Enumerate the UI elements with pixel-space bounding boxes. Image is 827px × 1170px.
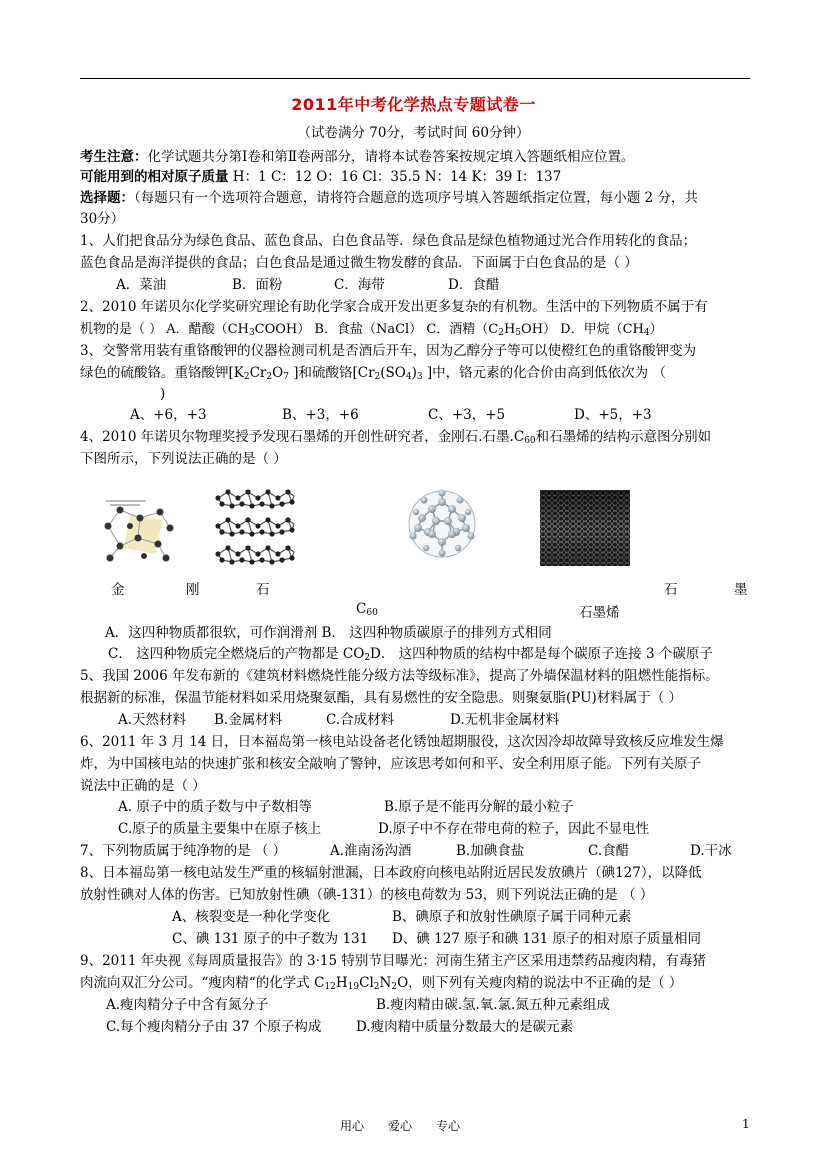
q7-stem: 7、下列物质属于纯净物的是 （ ） (80, 843, 287, 859)
q4-c-sub: 2 (364, 653, 371, 663)
q6-stem-2: 炸，为中国核电站的快速扩张和核安全敲响了警钟，应该思考如何和平、安全利用原子能。下列有关原子 (80, 756, 701, 772)
q3-text-d: ]和硫酸铬[Cr (288, 365, 375, 381)
caption-diamond-1: 金 (111, 582, 125, 598)
atomic-mass-line (80, 168, 561, 187)
choice-label: 选择题： (80, 190, 134, 206)
q8-stem-1: 8、日本福岛第一核电站发生严重的核辐射泄漏，日本政府向核电站附近居民发放碘片（碘127），以降低 (80, 865, 702, 881)
q9-sub-2: 19 (347, 982, 360, 992)
q4-text-b: 和石墨烯的结构示意图分别如 (535, 429, 712, 445)
q2-sub-3: 5 (515, 328, 522, 338)
choice-intro-line (80, 189, 698, 208)
q1-stem-2: 蓝色食品是海洋提供的食品；白色食品是通过微生物发酵的食品．下面属于白色食品的是（ ） (80, 255, 638, 271)
q9-sub-1: 12 (324, 982, 336, 992)
q3-stem-3: ) (160, 386, 166, 402)
q6-option-a: A. 原子中的质子数与中子数相等 (118, 799, 312, 815)
q9-text-c: Cl (359, 975, 374, 991)
q6-stem-1: 6、2011 年 3 月 14 日，日本福岛第一核电站设备老化锈蚀超期服役，这次因冷却故障导致核反应堆发生爆 (80, 734, 724, 750)
q9-option-c: C.每个瘦肉精分子由 37 个原子构成 (106, 1019, 322, 1035)
q5-stem-2: 根据新的标准，保温节能材料如采用烧聚氨酯，具有易燃性的安全隐患。则聚氨脂(PU)材料属于（ ） (80, 690, 683, 706)
page-number: 1 (742, 1117, 750, 1131)
q3-text-a: 绿色的硫酸铬。重铬酸钾[K (80, 365, 244, 381)
q5-option-c: C.合成材料 (326, 712, 395, 728)
q9-stem-1: 9、2011 年央视《每周质量报告》的 3·15 特别节目曝光：河南生猪主产区采用违禁药品瘦肉精，有毒猪 (80, 953, 706, 969)
q8-option-b: B、碘原子和放射性碘原子属于同种元素 (392, 909, 632, 925)
q2-sub-4: 4 (643, 328, 650, 338)
q3-sub-2: 2 (266, 372, 273, 382)
q5-option-a: A.天然材料 (118, 712, 187, 728)
caption-diamond-2: 刚 (186, 582, 200, 598)
q6-option-d: D.原子中不存在带电荷的粒子，因此不显电性 (378, 821, 650, 837)
q9-sub-3: 2 (373, 982, 380, 992)
q3-text-f: ) (411, 365, 417, 381)
q7-option-a: A.淮南汤沟酒 (330, 843, 412, 859)
atomic-mass-text: H：1 C：12 O：16 Cl：35.5 N：14 K：39 I：137 (228, 169, 562, 185)
q2-text-a: 机物的是（ ） A．醋酸（CH (80, 322, 249, 337)
q6-stem-3: 说法中正确的是（ ） (80, 778, 206, 794)
q2-text-b: COOH） B．食盐（NaCl） C．酒精（C (254, 322, 499, 337)
q3-stem-1: 3、交警常用装有重铬酸钾的仪器检测司机是否酒后开车，因为乙醇分子等可以使橙红色的重铬酸钾变为 (80, 343, 697, 359)
q8-stem-2: 放射性碘对人体的伤害。已知放射性碘（碘-131）的核电荷数为 53，则下列说法正确的是 （ ） (80, 887, 654, 903)
page-title: 2011年中考化学热点专题试卷一 (291, 95, 536, 114)
q3-sub-3: 7 (283, 372, 289, 382)
q3-sub-6: 3 (416, 372, 423, 382)
caption-graphite-2: 墨 (734, 582, 748, 598)
choice-text: （每题只有一个选项符合题意，请将符合题意的选项序号填入答题纸指定位置，每小题 2 分，共 (134, 190, 698, 206)
q6-option-b: B.原子是不能再分解的最小粒子 (384, 799, 574, 815)
q3-text-e: (SO (380, 365, 406, 381)
q2-sub-1: 3 (248, 328, 255, 338)
q9-text-b: H (335, 975, 348, 991)
footer-text-1: 用心 (340, 1119, 365, 1133)
caption-c60 (356, 601, 378, 618)
footer-text-2: 爱心 (388, 1119, 413, 1133)
q3-sub-4: 2 (374, 372, 381, 382)
q4-stem-1 (80, 428, 711, 451)
exam-subtitle: （试卷满分 70分，考试时间 60分钟） (297, 125, 530, 141)
q5-stem-1: 5、我国 2006 年发布新的《建筑材料燃烧性能分级方法等级标准》，提高了外墙保温材料的阻燃性能指标。 (80, 668, 719, 684)
graphite-structure-image (214, 484, 298, 570)
q4-sub: 60 (524, 436, 536, 446)
caption-c60-sub: 60 (366, 608, 378, 618)
q4-d-text: D． 这四种物质的结构中都是每个碳原子连接 3 个碳原子 (370, 646, 713, 662)
notice-line (80, 148, 635, 167)
notice-text: 化学试题共分第Ⅰ卷和第Ⅱ卷两部分，请将本试卷答案按规定填入答题纸相应位置。 (147, 149, 635, 165)
diamond-structure-image (100, 496, 178, 568)
graphene-structure-image (540, 490, 630, 566)
q3-sub-5: 4 (405, 372, 412, 382)
q9-option-a: A.瘦肉精分子中含有氮分子 (106, 997, 269, 1013)
q1-option-b: B．面粉 (232, 277, 283, 293)
q9-option-b: B.瘦肉精由碳.氢.氧.氯.氮五种元素组成 (376, 997, 610, 1013)
q1-stem-1: 1、人们把食品分为绿色食品、蓝色食品、白色食品等．绿色食品是绿色植物通过光合作用转化的食品； (80, 233, 697, 249)
q9-text-e: O，则下列有关瘦肉精的说法中不正确的是（ ） (397, 975, 683, 991)
q4-text-a: 4、2010 年诺贝尔物理奖授予发现石墨烯的开创性研究者，金刚石.石墨.C (80, 429, 525, 445)
q7-option-d: D.干冰 (690, 843, 732, 859)
q3-option-d: D、+5，+3 (574, 407, 652, 423)
q8-option-d: D、碘 127 原子和碘 131 原子的相对原子质量相同 (392, 931, 702, 947)
q8-option-a: A、核裂变是一种化学变化 (172, 909, 331, 925)
q1-option-a: A．菜油 (116, 277, 167, 293)
q6-option-c: C.原子的质量主要集中在原子核上 (118, 821, 322, 837)
q4-stem-2: 下图所示，下列说法正确的是（ ） (80, 451, 287, 467)
q3-option-c: C、+3，+5 (428, 407, 506, 423)
q9-option-d: D.瘦肉精中质量分数最大的是碳元素 (356, 1019, 574, 1035)
q9-sub-4: 2 (391, 982, 398, 992)
q3-option-a: A、+6，+3 (130, 407, 207, 423)
q3-stem-2 (80, 364, 666, 387)
footer-text-3: 专心 (436, 1119, 461, 1133)
caption-graphite-1: 石 (664, 582, 678, 598)
caption-c60-text: C (356, 601, 367, 617)
q3-text-b: Cr (249, 365, 267, 381)
atomic-mass-label: 可能用到的相对原子质量 (80, 169, 229, 185)
q8-option-c: C、碘 131 原子的中子数为 131 (172, 931, 369, 947)
q1-option-d: D．食醋 (448, 277, 500, 293)
caption-diamond-3: 石 (256, 582, 270, 598)
q5-option-d: D.无机非金属材料 (450, 712, 560, 728)
q9-text-a: 肉流向双汇分公司。“瘦肉精“的化学式 C (80, 975, 325, 991)
q2-stem-1: 2、2010 年诺贝尔化学奖研究理论有助化学家合成开发出更多复杂的有机物。生活中的下列物质不属于有 (80, 299, 708, 315)
header-rule (80, 78, 750, 79)
c60-structure-image (404, 486, 480, 562)
q3-text-c: O (272, 365, 284, 381)
q2-text-e: ） (649, 322, 663, 337)
caption-graphene: 石墨烯 (579, 605, 620, 621)
q3-sub-1: 2 (243, 372, 250, 382)
q7-option-c: C.食醋 (588, 843, 630, 859)
q9-text-d: N (379, 975, 392, 991)
q2-text-c: H (503, 322, 516, 337)
q1-option-c: C．海带 (334, 277, 385, 293)
q3-option-b: B、+3，+6 (282, 407, 359, 423)
notice-label: 考生注意： (80, 149, 148, 165)
q4-option-ab: A．这四种物质都很软，可作润滑剂 B． 这四种物质碳原子的排列方式相同 (105, 625, 552, 641)
q9-stem-2 (80, 974, 682, 997)
q7-option-b: B.加碘食盐 (456, 843, 525, 859)
q2-stem-2 (80, 320, 663, 343)
choice-intro-line-2: 30分） (80, 211, 125, 227)
q4-c-text: C． 这四种物质完全燃烧后的产物都是 CO (108, 646, 365, 662)
q4-option-cd (108, 645, 713, 668)
q3-text-g: ]中，铬元素的化合价由高到低依次为 （ (422, 365, 666, 381)
q2-text-d: OH） D．甲烷（CH (521, 322, 644, 337)
q2-sub-2: 2 (498, 328, 504, 338)
q5-option-b: B.金属材料 (214, 712, 283, 728)
